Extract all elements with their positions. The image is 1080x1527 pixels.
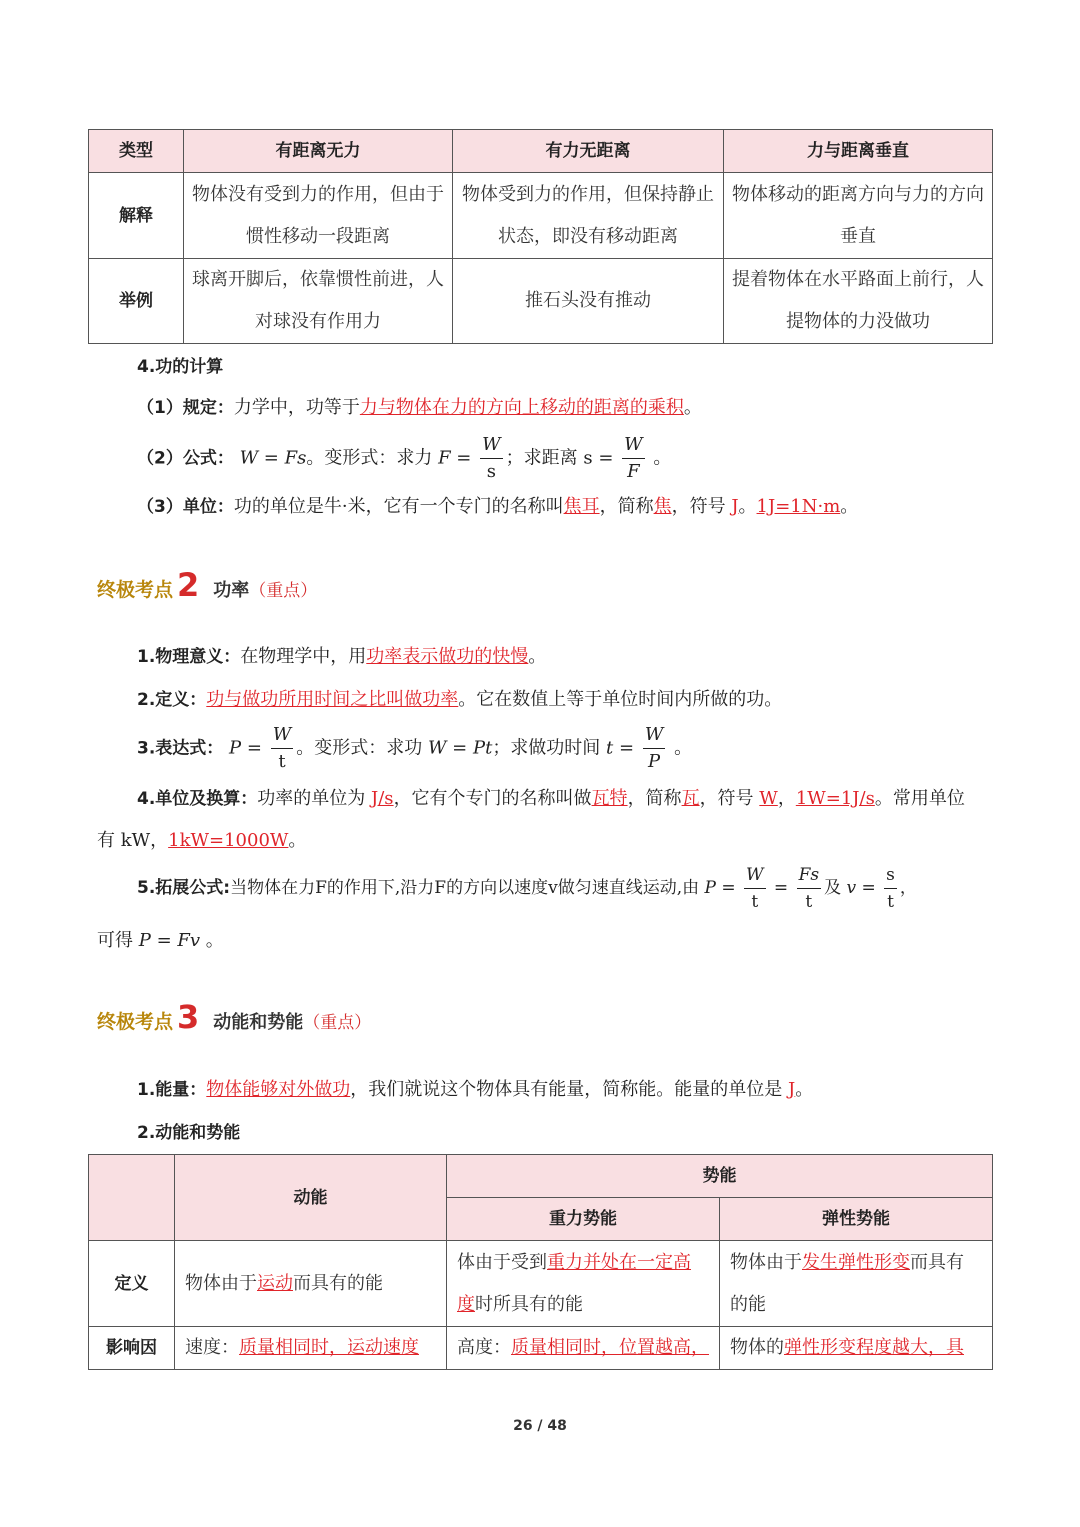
para-text: 。 — [205, 930, 224, 951]
row-label: 解释 — [89, 173, 184, 259]
energy-definition-line — [137, 1075, 813, 1105]
numerator: Fs — [797, 862, 822, 889]
numerator: W — [271, 722, 294, 749]
work-calc-heading: 4.功的计算 — [137, 357, 224, 377]
table-cell: 物体受到力的作用，但保持静止状态，即没有移动距离 — [453, 173, 724, 259]
header-gravity: 重力势能 — [447, 1198, 720, 1241]
para-text: 。 — [528, 646, 547, 667]
para-answer: J — [788, 1079, 796, 1100]
para-answer: 物体能够对外做功 — [206, 1079, 351, 1100]
section-tag: 终极考点 — [97, 579, 174, 601]
equals-sign: = — [773, 878, 789, 898]
cell-text: 而具有 — [910, 1251, 964, 1273]
para-answer: W — [759, 788, 778, 809]
para-answer: 瓦 — [681, 788, 700, 809]
denominator: t — [751, 892, 759, 912]
unit-answer: J — [731, 496, 739, 517]
formula-F: F = — [438, 447, 472, 469]
cell-answer: 度 — [457, 1293, 475, 1315]
cell-text: 时所具有的能 — [475, 1293, 583, 1315]
section-title: 动能和势能 — [213, 1012, 304, 1033]
fraction-Fs-over-t — [797, 862, 822, 915]
cell-answer: 质量相同时，运动速度 — [239, 1337, 419, 1358]
para-label: 1.能量： — [137, 1080, 207, 1100]
rule-text: 力学中，功等于 — [233, 397, 360, 418]
formula-mid: 。变形式：求力 — [306, 447, 433, 469]
section-heading-power — [97, 566, 317, 604]
power-unit-line — [137, 784, 965, 814]
para-label: 2.定义： — [137, 690, 207, 710]
table-header-cell: 有力无距离 — [453, 130, 724, 173]
para-answer: J/s — [371, 788, 394, 809]
cell-text: 速度： — [185, 1337, 239, 1358]
formula-end: 。 — [653, 447, 672, 469]
table-cell — [175, 1241, 447, 1327]
table-cell — [447, 1327, 720, 1370]
energy-table — [88, 1154, 993, 1370]
unit-answer: 焦耳 — [563, 496, 600, 517]
fraction-W-over-P — [643, 722, 666, 775]
para-text: 。 — [288, 830, 307, 851]
para-text: 。它在数值上等于单位时间内所做的功。 — [458, 689, 783, 710]
row-label: 定义 — [89, 1241, 175, 1327]
power-definition-line — [137, 685, 782, 715]
table-cell: 提着物体在水平路面上前行，人提物体的力没做功 — [724, 259, 993, 344]
fraction-W-over-F — [622, 432, 645, 485]
work-unit-line — [137, 492, 858, 522]
section-title: 功率 — [213, 580, 250, 601]
table-header-cell: 力与距离垂直 — [724, 130, 993, 173]
cell-text: 物体由于 — [730, 1251, 802, 1273]
numerator: W — [480, 432, 503, 459]
para-text: 。变形式：求功 — [296, 737, 423, 759]
formula-W: W = Pt — [427, 737, 493, 759]
power-extended-line-2 — [97, 926, 224, 956]
table-cell — [175, 1327, 447, 1370]
denominator: P — [648, 751, 661, 772]
work-cases-table — [88, 129, 993, 344]
fraction-s-over-t — [884, 862, 897, 915]
para-label: 3.表达式： — [137, 738, 224, 759]
cell-answer: 运动 — [257, 1272, 293, 1294]
para-text: ， — [777, 788, 796, 809]
table-row — [89, 1327, 993, 1370]
para-text: 。常用单位 — [874, 788, 965, 809]
formula-result: P = Fv — [138, 930, 201, 951]
table-row — [89, 173, 993, 259]
para-text: ， — [899, 878, 917, 898]
para-label: 5.拓展公式: — [137, 878, 231, 898]
formula-sep: ；求距离 — [505, 447, 578, 469]
power-extended-line — [137, 862, 917, 915]
kinetic-potential-heading: 2.动能和势能 — [137, 1123, 241, 1143]
formula-label: （2）公式： — [137, 448, 234, 469]
power-meaning-line — [137, 642, 546, 672]
table-header-cell: 有距离无力 — [184, 130, 453, 173]
fraction-W-over-t — [744, 862, 765, 915]
table-header-cell: 类型 — [89, 130, 184, 173]
denominator: t — [887, 892, 894, 912]
cell-answer: 质量相同时，位置越高， — [511, 1337, 709, 1358]
formula-t: t = — [606, 737, 635, 759]
cell-text: 高度： — [457, 1337, 511, 1358]
cell-text: 物体的 — [730, 1337, 784, 1358]
table-cell — [720, 1327, 993, 1370]
para-label: 1.物理意义： — [137, 647, 241, 667]
rule-answer: 力与物体在力的方向上移动的距离的乘积 — [359, 397, 684, 418]
header-potential: 势能 — [447, 1155, 993, 1198]
power-unit-line-2 — [97, 826, 306, 856]
para-text: 功率的单位为 — [257, 788, 372, 809]
formula-P: P = — [704, 878, 736, 898]
unit-text: ，简称 — [599, 496, 654, 517]
para-answer: 功率表示做功的快慢 — [366, 646, 529, 667]
formula-main: W = Fs — [239, 447, 307, 469]
denominator: t — [805, 892, 813, 912]
power-expression-line — [137, 722, 692, 775]
unit-label: （3）单位： — [137, 497, 234, 517]
para-text: ，它有个专门的名称叫做 — [393, 788, 592, 809]
cell-text: 物体由于 — [185, 1272, 257, 1294]
table-row — [89, 259, 993, 344]
para-text: 有 kW， — [97, 830, 169, 851]
cell-text: 而具有的能 — [293, 1272, 383, 1294]
formula-v: v = — [846, 878, 876, 898]
para-answer: 功与做功所用时间之比叫做功率 — [206, 689, 459, 710]
para-text: ；求做功时间 — [492, 737, 601, 759]
table-cell: 推石头没有推动 — [453, 259, 724, 344]
para-text: 及 — [824, 878, 842, 898]
unit-text: 。 — [840, 496, 859, 517]
numerator: W — [643, 722, 666, 749]
cell-answer: 发生弹性形变 — [802, 1251, 910, 1273]
unit-answer: 焦 — [653, 496, 672, 517]
para-answer: 1kW=1000W — [168, 830, 289, 851]
denominator: F — [627, 461, 640, 482]
rule-end: 。 — [683, 397, 702, 418]
numerator: s — [884, 862, 897, 889]
rule-label: （1）规定： — [137, 398, 234, 418]
section-heading-energy — [97, 998, 371, 1036]
para-answer: 1W=1J/s — [795, 788, 875, 809]
para-text: 在物理学中，用 — [240, 646, 367, 667]
section-note: （重点） — [303, 1013, 372, 1033]
denominator: s — [486, 461, 496, 482]
para-text: ，符号 — [699, 788, 760, 809]
formula-s: s = — [583, 447, 614, 469]
numerator: W — [622, 432, 645, 459]
table-cell: 物体移动的距离方向与力的方向垂直 — [724, 173, 993, 259]
section-number: 3 — [177, 998, 200, 1036]
cell-text: 体由于受到 — [457, 1251, 547, 1273]
para-text: 当物体在力F的作用下,沿力F的方向以速度v做匀速直线运动,由 — [230, 878, 700, 898]
work-rule-line — [137, 393, 702, 423]
para-text: ，我们就说这个物体具有能量，简称能。能量的单位是 — [350, 1079, 789, 1100]
table-cell: 球离开脚后，依靠惯性前进，人对球没有作用力 — [184, 259, 453, 344]
section-note: （重点） — [249, 581, 318, 601]
para-text: ，简称 — [627, 788, 682, 809]
header-elastic: 弹性势能 — [720, 1198, 993, 1241]
denominator: t — [278, 751, 286, 772]
unit-text: 功的单位是牛·米，它有一个专门的名称叫 — [233, 496, 564, 517]
table-row — [89, 1241, 993, 1327]
para-label: 4.单位及换算： — [137, 789, 258, 809]
para-text: 。 — [674, 737, 693, 759]
numerator: W — [744, 862, 765, 889]
header-kinetic: 动能 — [175, 1155, 447, 1241]
fraction-W-over-s — [480, 432, 503, 485]
cell-answer: 弹性形变程度越大，具 — [784, 1337, 964, 1358]
section-number: 2 — [177, 566, 200, 604]
section-tag: 终极考点 — [97, 1011, 174, 1033]
para-answer: 瓦特 — [591, 788, 628, 809]
table-cell — [720, 1241, 993, 1327]
fraction-W-over-t — [271, 722, 294, 775]
cell-answer: 重力并处在一定高 — [547, 1251, 691, 1273]
table-cell — [447, 1241, 720, 1327]
para-text: 。 — [795, 1079, 814, 1100]
cell-text: 的能 — [730, 1293, 766, 1315]
formula-P: P = — [229, 737, 262, 759]
unit-text: ，符号 — [671, 496, 732, 517]
unit-answer: 1J=1N·m — [756, 496, 841, 517]
table-corner-cell — [89, 1155, 175, 1241]
row-label: 举例 — [89, 259, 184, 344]
page-number: 26 / 48 — [513, 1418, 567, 1434]
table-cell: 物体没有受到力的作用，但由于惯性移动一段距离 — [184, 173, 453, 259]
unit-text: 。 — [738, 496, 757, 517]
work-formula-line — [137, 432, 671, 485]
para-text: 可得 — [97, 930, 133, 951]
row-label: 影响因 — [89, 1327, 175, 1370]
